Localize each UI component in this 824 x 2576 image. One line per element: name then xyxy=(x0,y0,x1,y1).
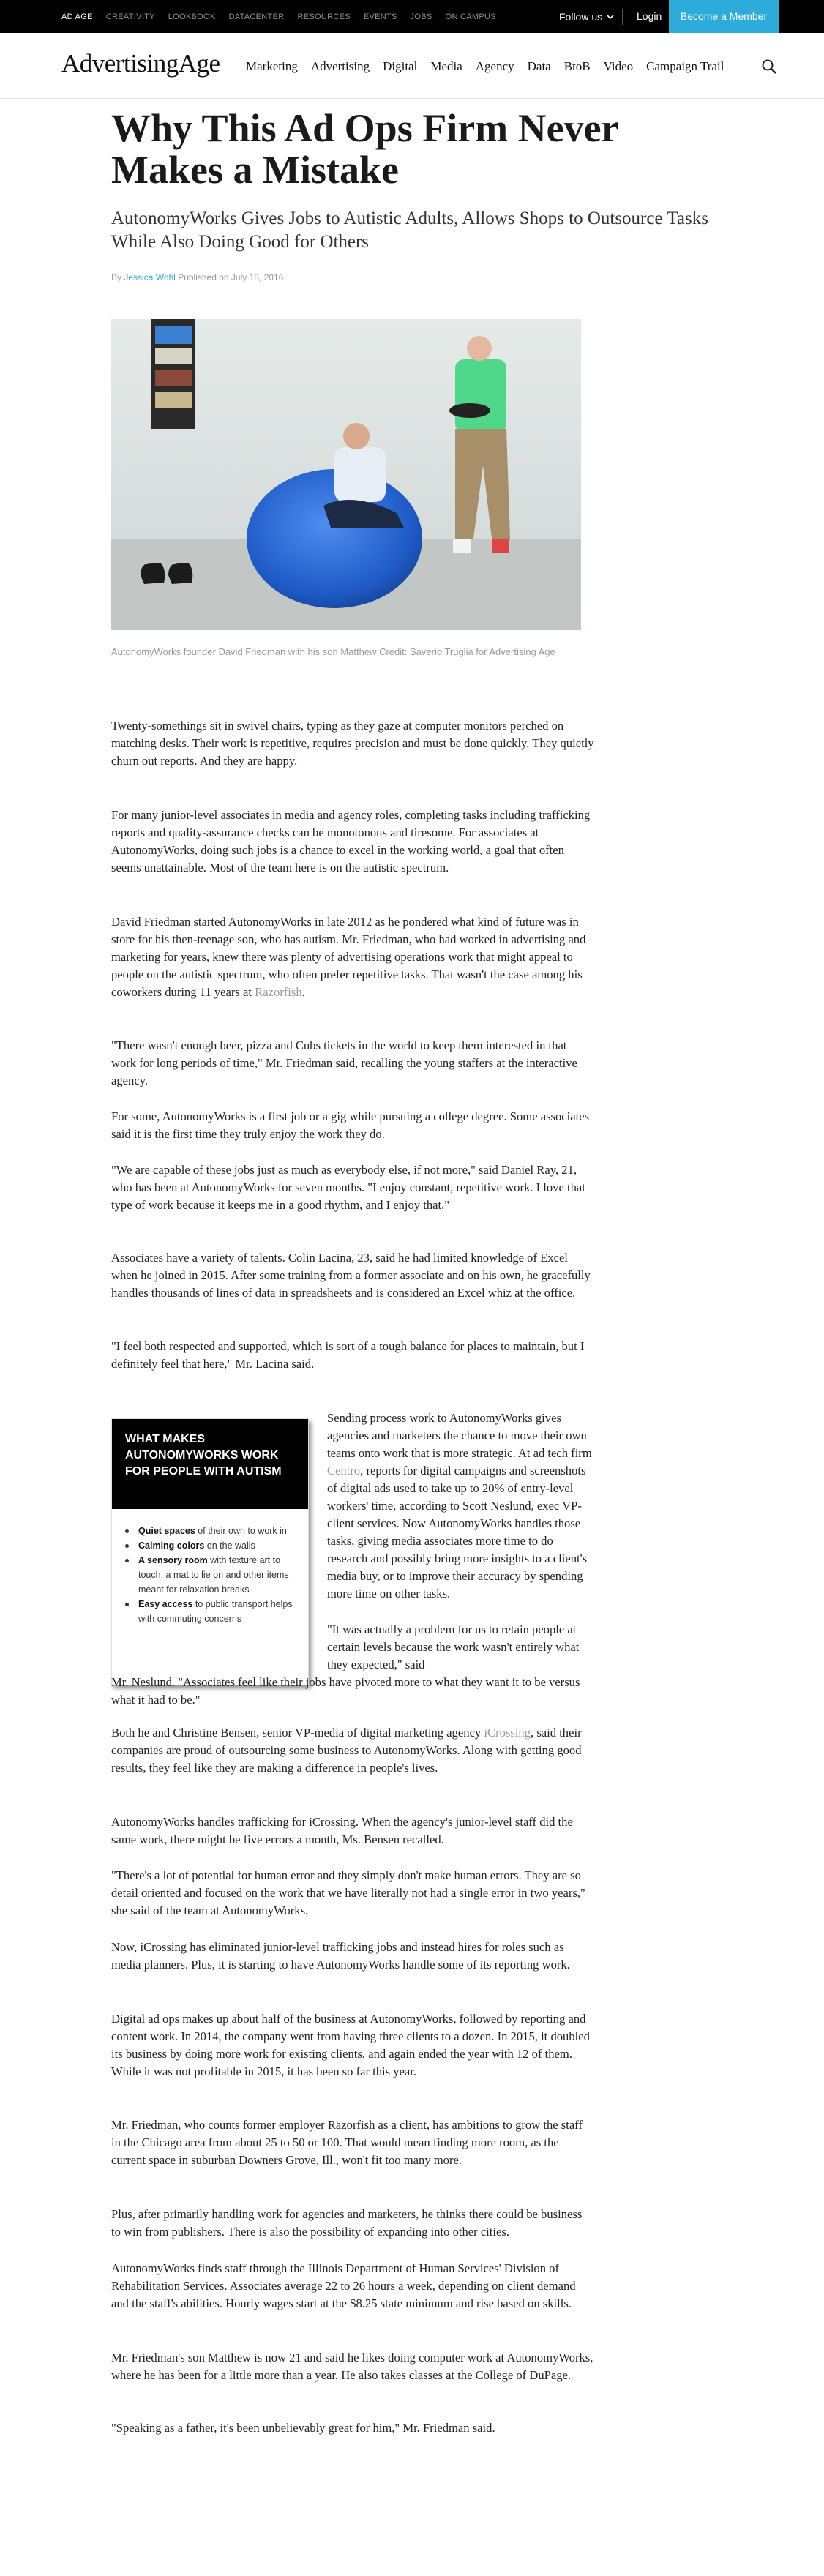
article-subtitle: AutonomyWorks Gives Jobs to Autistic Adults, Allows Shops to Outsource Tasks While Also Doing Good for Others xyxy=(111,209,708,252)
menu-campaign-trail[interactable]: Campaign Trail xyxy=(646,59,724,73)
follow-us-label: Follow us xyxy=(559,10,603,23)
hero-photo xyxy=(111,319,581,630)
top-nav-creativity[interactable]: CREATIVITY xyxy=(105,12,155,21)
top-nav-resources[interactable]: RESOURCES xyxy=(297,12,351,21)
main-nav xyxy=(0,33,824,99)
top-nav-datacenter[interactable]: DATACENTER xyxy=(228,12,285,21)
sidebar-box xyxy=(111,1418,309,1685)
list-item: Quiet spaces of their own to work in xyxy=(138,1524,299,1538)
paragraph-text: , reports for digital campaigns and screenshots of digital ads used to take up to 20% of entry-level workers' time, according to Scott Neslund, exec VP-client services. Now AutonomyWorks handles those tasks, giving media associates more time to do research and possibly bring more insights to a client's media buy, or to improve their accuracy by spending more time on other tasks. xyxy=(327,1464,588,1600)
top-bar xyxy=(0,0,824,33)
paragraph: David Friedman started AutonomyWorks in late 2012 as he pondered what kind of future was in store for his then-teenage son, who has autism. Mr. Friedman, who had worked in advertising and marketing for years, knew there was plenty of advertising operations work that might appeal to people on the autistic spectrum, who often prefer repetitive tasks. That wasn't the case among his coworkers during 11 years at Razorfish. xyxy=(111,915,586,999)
paragraph: Plus, after primarily handling work for agencies and marketers, he thinks there could be business to win from publishers. There is also the possibility of expanding into other cities. xyxy=(111,2207,583,2239)
hero-photo-illustration xyxy=(111,319,581,630)
paragraph: Twenty-somethings sit in swivel chairs, typing as they gaze at computer monitors perched on matching desks. Their work is repetitive, requires precision and must be done quickly. They quietly churn out reports. And they are happy. xyxy=(111,719,594,768)
article-title: Why This Ad Ops Firm Never Makes a Mistake xyxy=(111,106,618,192)
paragraph-text: Both he and Christine Bensen, senior VP-media of digital marketing agency xyxy=(111,1726,482,1740)
publish-date: Published on July 18, 2016 xyxy=(178,272,284,282)
menu-advertising[interactable]: Advertising xyxy=(310,59,370,73)
author-link[interactable]: Jessica Wohl xyxy=(124,272,176,282)
paragraph: Associates have a variety of talents. Colin Lacina, 23, said he had limited knowledge of Excel when he joined in 2015. After some training from a former associate and on his own, he gracefully handles thousands of lines of data in spreadsheets and is considered an Excel whiz at the office. xyxy=(111,1251,591,1300)
icrossing-link[interactable]: iCrossing xyxy=(484,1726,531,1740)
menu-media[interactable]: Media xyxy=(430,59,462,73)
photo-caption: AutonomyWorks founder David Friedman with his son Matthew Credit: Saverio Truglia for Advertising Age xyxy=(111,646,555,657)
top-nav-on-campus[interactable]: ON CAMPUS xyxy=(445,12,496,21)
menu-data[interactable]: Data xyxy=(527,59,551,73)
sidebar-box-title: WHAT MAKES AUTONOMYWORKS WORK FOR PEOPLE WITH AUTISM xyxy=(112,1419,308,1509)
divider xyxy=(622,9,623,25)
paragraph: "I feel both respected and supported, which is sort of a tough balance for places to maintain, but I definitely feel that here," Mr. Lacina said. xyxy=(111,1339,585,1371)
list-item: Calming colors on the walls xyxy=(138,1538,299,1553)
paragraph-text: Sending process work to AutonomyWorks gives agencies and marketers the chance to move their own teams onto work that is more strategic. At ad tech firm xyxy=(327,1411,592,1460)
paragraph: For some, AutonomyWorks is a first job or a gig while pursuing a college degree. Some associates said it is the first time they truly enjoy the work they do. xyxy=(111,1109,590,1141)
login-link[interactable]: Login xyxy=(637,10,662,22)
follow-us-dropdown[interactable] xyxy=(559,0,614,33)
menu-btob[interactable]: BtoB xyxy=(563,59,591,73)
top-nav-lookbook[interactable]: LOOKBOOK xyxy=(168,12,216,21)
menu-agency[interactable]: Agency xyxy=(475,59,514,73)
paragraph xyxy=(327,1409,594,1603)
centro-link[interactable]: Centro xyxy=(327,1464,361,1478)
paragraph: "There's a lot of potential for human error and they simply don't make human errors. They are so detail oriented and focused on the work that we have literally not had a single error in two years," she said of the team at AutonomyWorks. xyxy=(111,1868,585,1917)
paragraph: Mr. Friedman's son Matthew is now 21 and said he likes doing computer work at AutonomyWorks, where he has been for a little more than a year. He also takes classes at the College of DuPage. xyxy=(111,2351,593,2382)
byline-by: By xyxy=(111,272,122,282)
top-nav-events[interactable]: EVENTS xyxy=(363,12,397,21)
list-item: A sensory room with texture art to touch, a mat to lie on and other items meant for relaxation breaks xyxy=(138,1553,299,1597)
paragraph: Mr. Friedman, who counts former employer Razorfish as a client, has ambitions to grow the staff in the Chicago area from about 25 to 50 or 100. That would mean finding more room, as the current space in suburban Downers Grove, Ill., won't fit too many more. xyxy=(111,2118,583,2167)
become-member-button[interactable]: Become a Member xyxy=(669,0,779,33)
top-nav-ad-age[interactable]: AD AGE xyxy=(61,12,93,21)
paragraph: AutonomyWorks finds staff through the Illinois Department of Human Services' Division of Rehabilitation Services. Associates average 22 to 26 hours a week, depending on client demand and the staff's abilities. Hourly wages start at the $8.25 state minimum and rise based on skills. xyxy=(111,2261,576,2310)
top-nav-jobs[interactable]: JOBS xyxy=(410,12,432,21)
menu-video[interactable]: Video xyxy=(603,59,634,73)
paragraph-text: David Friedman started AutonomyWorks in late 2012 as he pondered what kind of future was in store for his then-teenage son, who has autism. Mr. Friedman, who had worked in advertising and marketing for years, knew there was plenty of advertising operations work that might appeal to people on the autistic spectrum, who often prefer repetitive tasks. That wasn't the case among his coworkers during 11 years at xyxy=(111,915,586,999)
byline xyxy=(111,272,283,282)
chevron-down-icon xyxy=(607,13,614,20)
section-menu xyxy=(246,59,724,74)
sidebar-box-list xyxy=(112,1509,308,1626)
paragraph: AutonomyWorks handles trafficking for iCrossing. When the agency's junior-level staff did the same work, there might be five errors a month, Ms. Bensen recalled. xyxy=(111,1815,573,1846)
razorfish-link[interactable]: Razorfish xyxy=(255,985,302,999)
paragraph: Mr. Neslund. "Associates feel like their jobs have pivoted more to what they want it to be versus what it had to be." xyxy=(111,1675,580,1707)
paragraph: Digital ad ops makes up about half of the business at AutonomyWorks, followed by reporting and content work. In 2014, the company went from having three clients to a dozen. In 2015, it doubled its business by doing more work for existing clients, and again ended the year with 12 of them. While it was not profitable in 2015, it has been so far this year. xyxy=(111,2012,590,2078)
search-icon[interactable] xyxy=(761,59,777,75)
menu-digital[interactable]: Digital xyxy=(383,59,418,73)
paragraph: "We are capable of these jobs just as much as everybody else, if not more," said Daniel Ray, 21, who has been at AutonomyWorks for seven months. "I enjoy constant, repetitive work. I love that type of work because it keeps me in a good rhythm, and I enjoy that." xyxy=(111,1163,585,1212)
paragraph: "It was actually a problem for us to retain people at certain levels because the work wasn't entirely what they expected," said xyxy=(327,1622,580,1671)
paragraph-text: , said their companies are proud of outsourcing some business to AutonomyWorks. Along with getting good results, they feel like they are making a difference in people's lives. xyxy=(111,1726,582,1775)
paragraph: For many junior-level associates in media and agency roles, completing tasks including trafficking reports and quality-assurance checks can be monotonous and tiresome. For associates at AutonomyWorks, doing such jobs is a chance to excel in the working world, a goal that often seems unattainable. Most of the team here is on the autistic spectrum. xyxy=(111,808,591,875)
list-item: Easy access to public transport helps with commuting concerns xyxy=(138,1597,299,1626)
paragraph xyxy=(111,1724,594,1777)
site-logo[interactable]: AdvertisingAge xyxy=(61,49,220,78)
paragraph: "There wasn't enough beer, pizza and Cubs tickets in the world to keep them interested in that work for long periods of time," Mr. Friedman said, recalling the young staffers at the interactive agency. xyxy=(111,1038,577,1087)
top-nav xyxy=(61,0,496,33)
paragraph: Now, iCrossing has eliminated junior-level trafficking jobs and instead hires for roles such as media planners. Plus, it is starting to have AutonomyWorks handle some of its reporting work. xyxy=(111,1940,570,1972)
paragraph: "Speaking as a father, it's been unbelievably great for him," Mr. Friedman said. xyxy=(111,2421,495,2435)
menu-marketing[interactable]: Marketing xyxy=(246,59,298,73)
